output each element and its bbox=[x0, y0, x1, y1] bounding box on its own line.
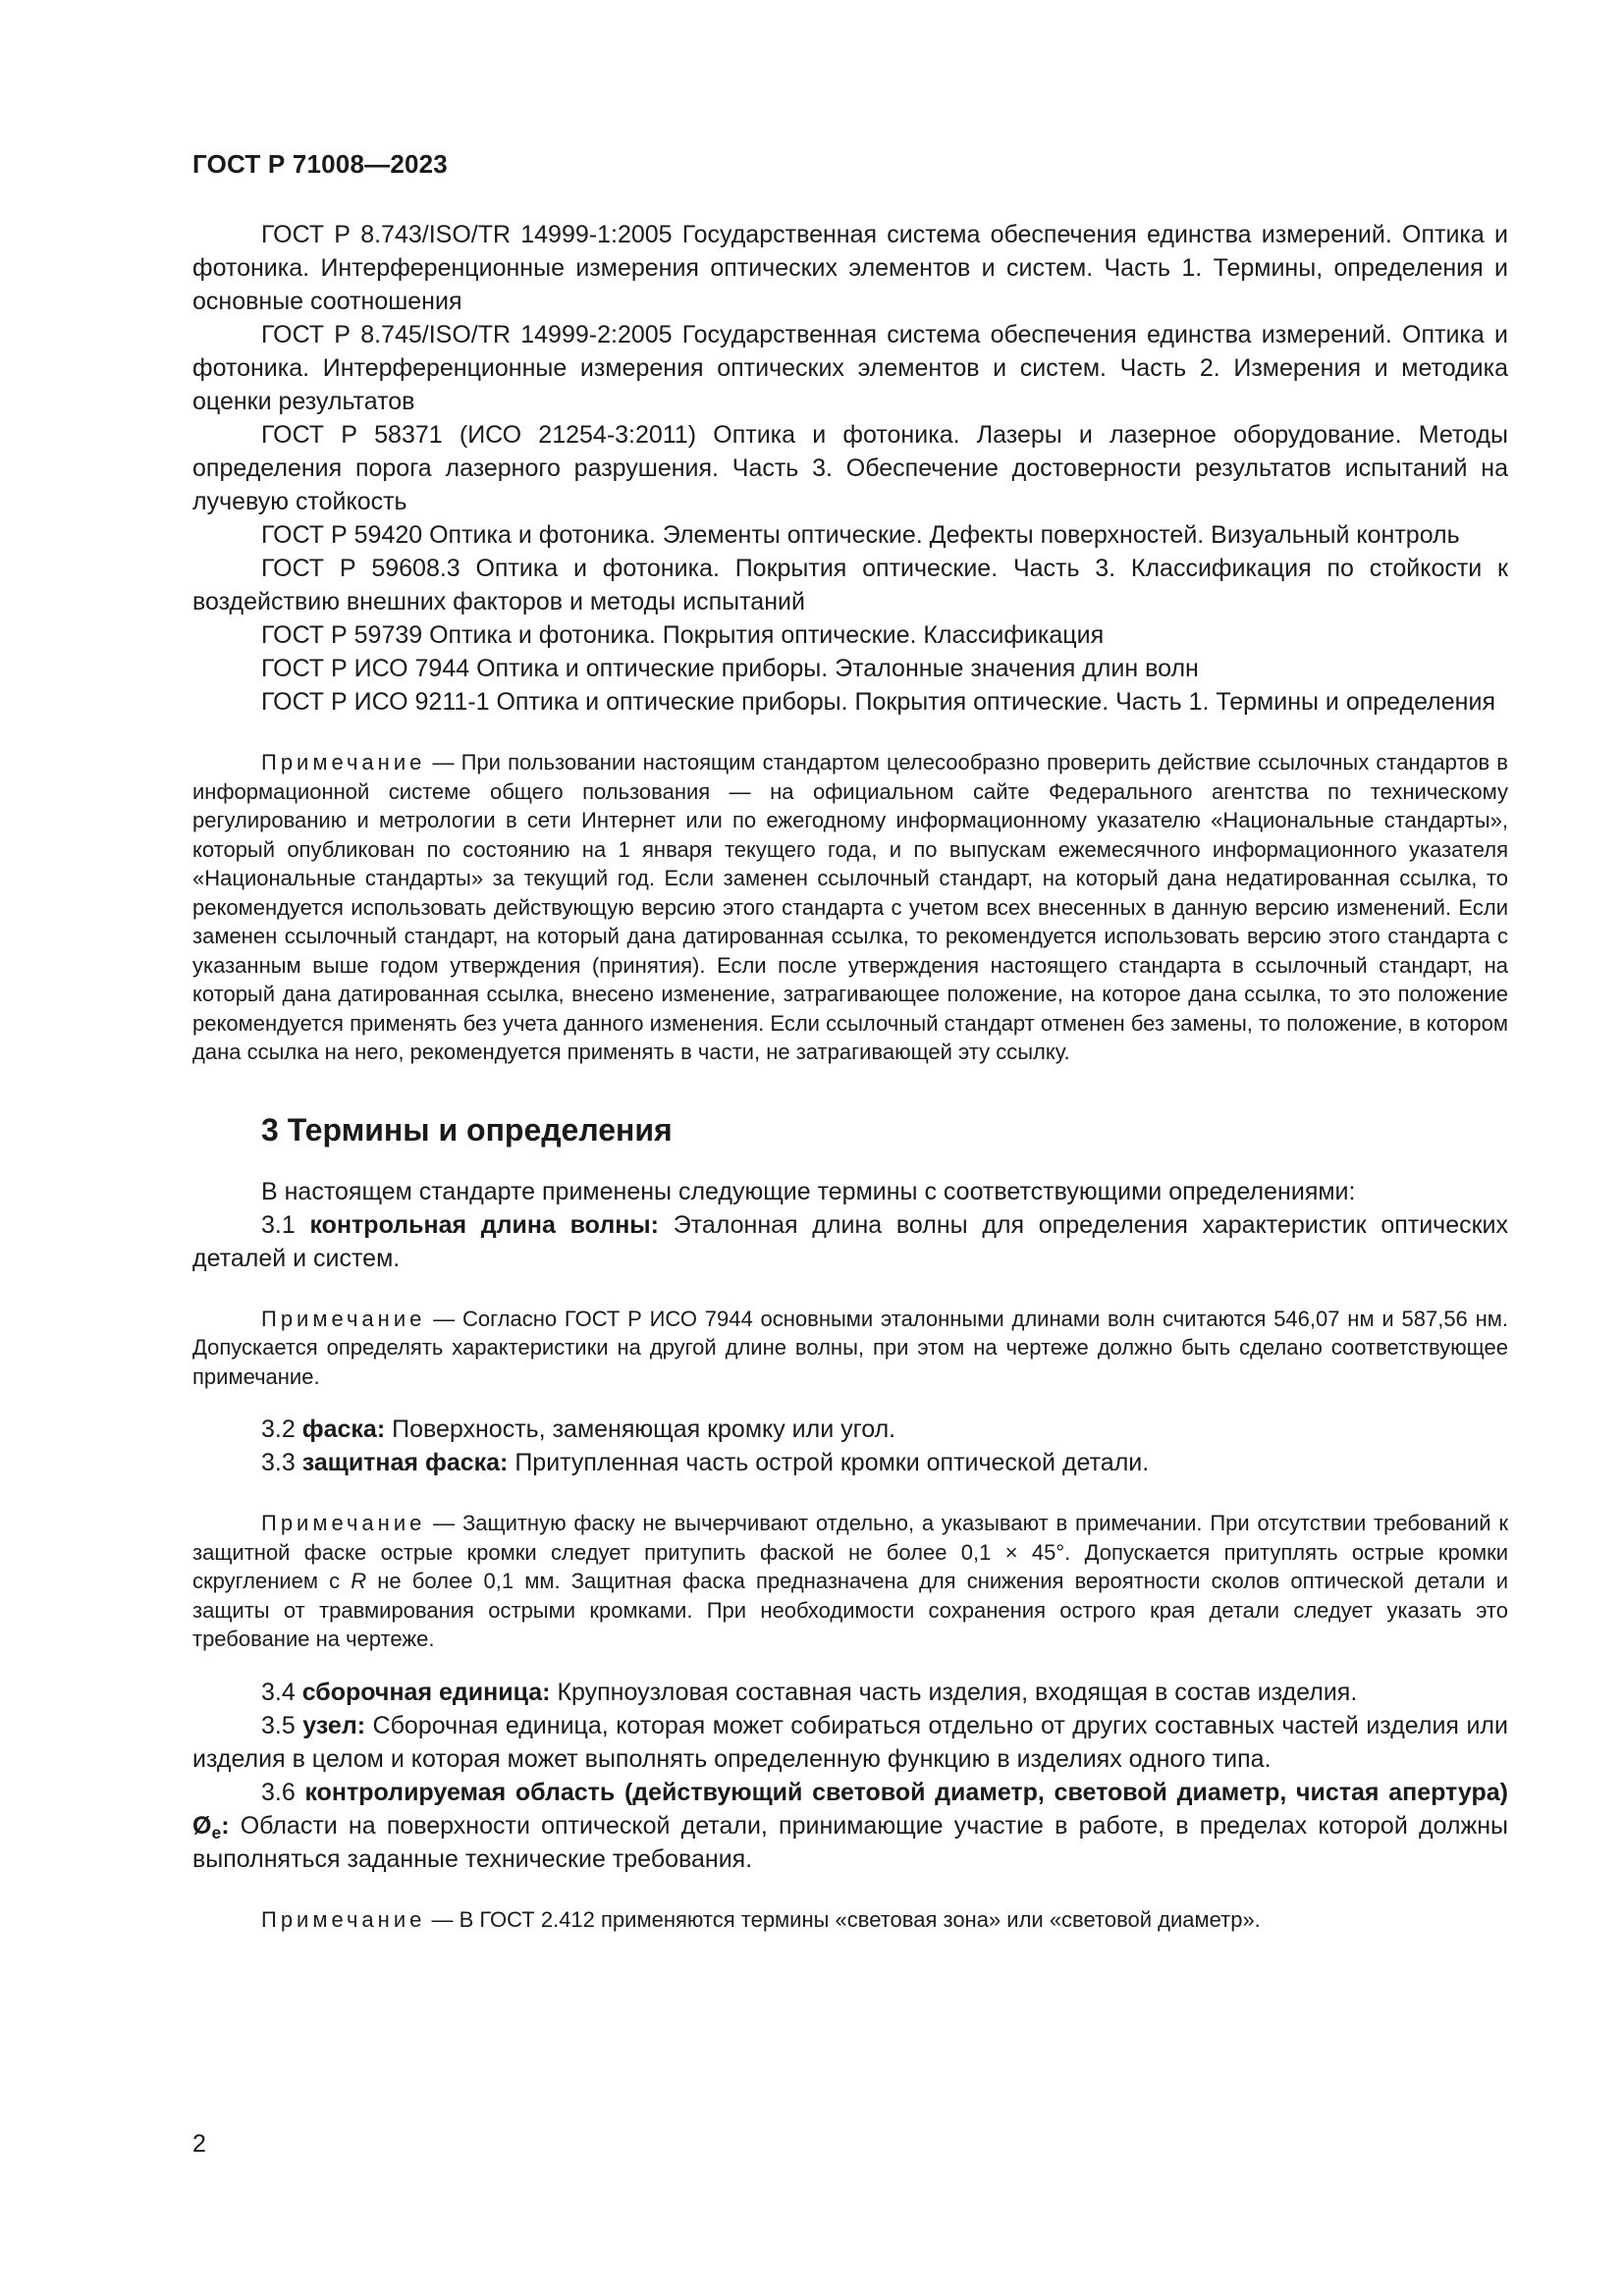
reference-item: ГОСТ Р 59739 Оптика и фотоника. Покрытия оптические. Классификация bbox=[261, 621, 1105, 649]
note-text: — При пользовании настоящим стандартом целесообразно проверить действие ссылочных стандартов в информационной системе общего пользования — на официальном сайте Федерального агентства по техническому регулированию и метрологии в сети Интернет или по ежегодному информационному указателю «Национальные стандарты», который опубликован по состоянию на 1 января текущего года, и по выпускам ежемесячного информационного указателя «Национальные стандарты» за текущий год. Если заменен ссылочный стандарт, на который дана недатированная ссылка, то рекомендуется использовать действующую версию этого стандарта с учетом всех внесенных в данную версию изменений. Если заменен ссылочный стандарт, на который дана датированная ссылка, то рекомендуется использовать версию этого стандарта с указанным выше годом утверждения (принятия). Если после утверждения настоящего стандарта в ссылочный стандарт, на который дана датированная ссылка, внесено изменение, затрагивающее положение, на которое дана ссылка, то это положение рекомендуется применять без учета данного изменения. Если ссылочный стандарт отменен без замены, то положение, в котором дана ссылка на него, рекомендуется применять в части, не затрагивающей эту ссылку. bbox=[192, 750, 1508, 1064]
note-label: Примечание bbox=[261, 750, 426, 774]
page-content bbox=[192, 218, 1508, 1934]
term-name: узел: bbox=[302, 1711, 366, 1739]
term-name: фаска: bbox=[301, 1415, 386, 1443]
note-3-1 bbox=[192, 1305, 1508, 1392]
term-3-5 bbox=[192, 1709, 1508, 1776]
section-title: 3 Термины и определения bbox=[261, 1111, 673, 1148]
term-number: 3.3 bbox=[261, 1449, 296, 1476]
page-number: 2 bbox=[192, 2130, 206, 2158]
reference-item: ГОСТ Р 58371 (ИСО 21254-3:2011) Оптика и фотоника. Лазеры и лазерное оборудование. Методы определения порога лазерного разрушения. Часть 3. Обеспечение достоверности результатов испытаний на лучевую стойкость bbox=[192, 421, 1508, 515]
reference-item: ГОСТ Р 59420 Оптика и фотоника. Элементы оптические. Дефекты поверхностей. Визуальный контроль bbox=[261, 521, 1460, 549]
term-number: 3.6 bbox=[261, 1778, 296, 1806]
section-intro: В настоящем стандарте применены следующие термины с соответствующими определениями: bbox=[261, 1177, 1356, 1205]
reference-item: ГОСТ Р 8.743/ISO/TR 14999-1:2005 Государственная система обеспечения единства измерений. Оптика и фотоника. Интерференционные измерения оптических элементов и систем. Часть 1. Термины, определения и основные соотношения bbox=[192, 221, 1508, 315]
note-3-6 bbox=[192, 1905, 1508, 1935]
note-text: — В ГОСТ 2.412 применяются термины «световая зона» или «световой диаметр». bbox=[425, 1906, 1261, 1932]
note-text: не более 0,1 мм. Защитная фаска предназначена для снижения вероятности сколов оптической детали и защиты от травмирования острыми кромками. При необходимости сохранения острого края детали следует указать это требование на чертеже. bbox=[192, 1569, 1509, 1651]
reference-item: ГОСТ Р 59608.3 Оптика и фотоника. Покрытия оптические. Часть 3. Классификация по стойкости к воздействию внешних факторов и методы испытаний bbox=[192, 555, 1508, 615]
note-references bbox=[192, 748, 1508, 1067]
term-definition: Притупленная часть острой кромки оптической детали. bbox=[508, 1449, 1150, 1476]
term-definition: Крупноузловая составная часть изделия, входящая в состав изделия. bbox=[550, 1678, 1358, 1706]
note-label: Примечание bbox=[261, 1906, 426, 1932]
term-definition: Области на поверхности оптической детали, принимающие участие в работе, в пределах которой должны выполняться заданные технические требования. bbox=[192, 1811, 1508, 1873]
term-number: 3.2 bbox=[261, 1415, 296, 1443]
note-3-3 bbox=[192, 1509, 1508, 1654]
term-colon: : bbox=[221, 1811, 230, 1840]
term-3-3 bbox=[192, 1446, 1508, 1479]
term-3-1 bbox=[192, 1208, 1508, 1275]
term-name: защитная фаска: bbox=[301, 1449, 509, 1476]
term-name-text: контролируемая область (действующий световой диаметр, световой диаметр, чистая апертура) Ø bbox=[192, 1778, 1508, 1840]
term-name: сборочная единица: bbox=[301, 1678, 551, 1706]
note-label: Примечание bbox=[261, 1511, 426, 1535]
radius-symbol: R bbox=[351, 1569, 367, 1593]
reference-item: ГОСТ Р ИСО 7944 Оптика и оптические приборы. Эталонные значения длин волн bbox=[261, 655, 1199, 682]
note-text: — Защитную фаску не вычерчивают отдельно, а указывают в примечании. При отсутствии требований к защитной фаске острые кромки следует притупить фаской не более 0,1 × 45°. Допускается притуплять острые кромки скруглением с bbox=[192, 1511, 1508, 1593]
term-3-4 bbox=[192, 1676, 1508, 1709]
term-number: 3.1 bbox=[261, 1210, 296, 1239]
note-text: — Согласно ГОСТ Р ИСО 7944 основными эталонными длинами волн считаются 546,07 нм и 587,56 нм. Допускается определять характеристики на другой длине волны, при этом на чертеже должно быть сделано соответствующее примечание. bbox=[192, 1306, 1508, 1389]
term-number: 3.5 bbox=[261, 1711, 296, 1739]
reference-item: ГОСТ Р ИСО 9211-1 Оптика и оптические приборы. Покрытия оптические. Часть 1. Термины и определения bbox=[261, 688, 1495, 716]
standard-header: ГОСТ Р 71008—2023 bbox=[192, 149, 448, 179]
term-subscript: e bbox=[211, 1822, 222, 1842]
term-number: 3.4 bbox=[261, 1678, 296, 1706]
term-3-6 bbox=[192, 1776, 1508, 1876]
reference-item: ГОСТ Р 8.745/ISO/TR 14999-2:2005 Государственная система обеспечения единства измерений. Оптика и фотоника. Интерференционные измерения оптических элементов и систем. Часть 2. Измерения и методика оценки результатов bbox=[192, 321, 1508, 415]
term-name: контрольная длина волны: bbox=[309, 1210, 659, 1239]
term-definition: Эталонная длина волны для определения характеристик оптических деталей и систем. bbox=[192, 1210, 1509, 1272]
term-definition: Поверхность, заменяющая кромку или угол. bbox=[385, 1415, 896, 1443]
term-3-2 bbox=[192, 1413, 1508, 1446]
term-definition: Сборочная единица, которая может собираться отдельно от других составных частей изделия или изделия в целом и которая может выполнять определенную функцию в изделиях одного типа. bbox=[192, 1711, 1508, 1773]
note-label: Примечание bbox=[261, 1306, 426, 1331]
